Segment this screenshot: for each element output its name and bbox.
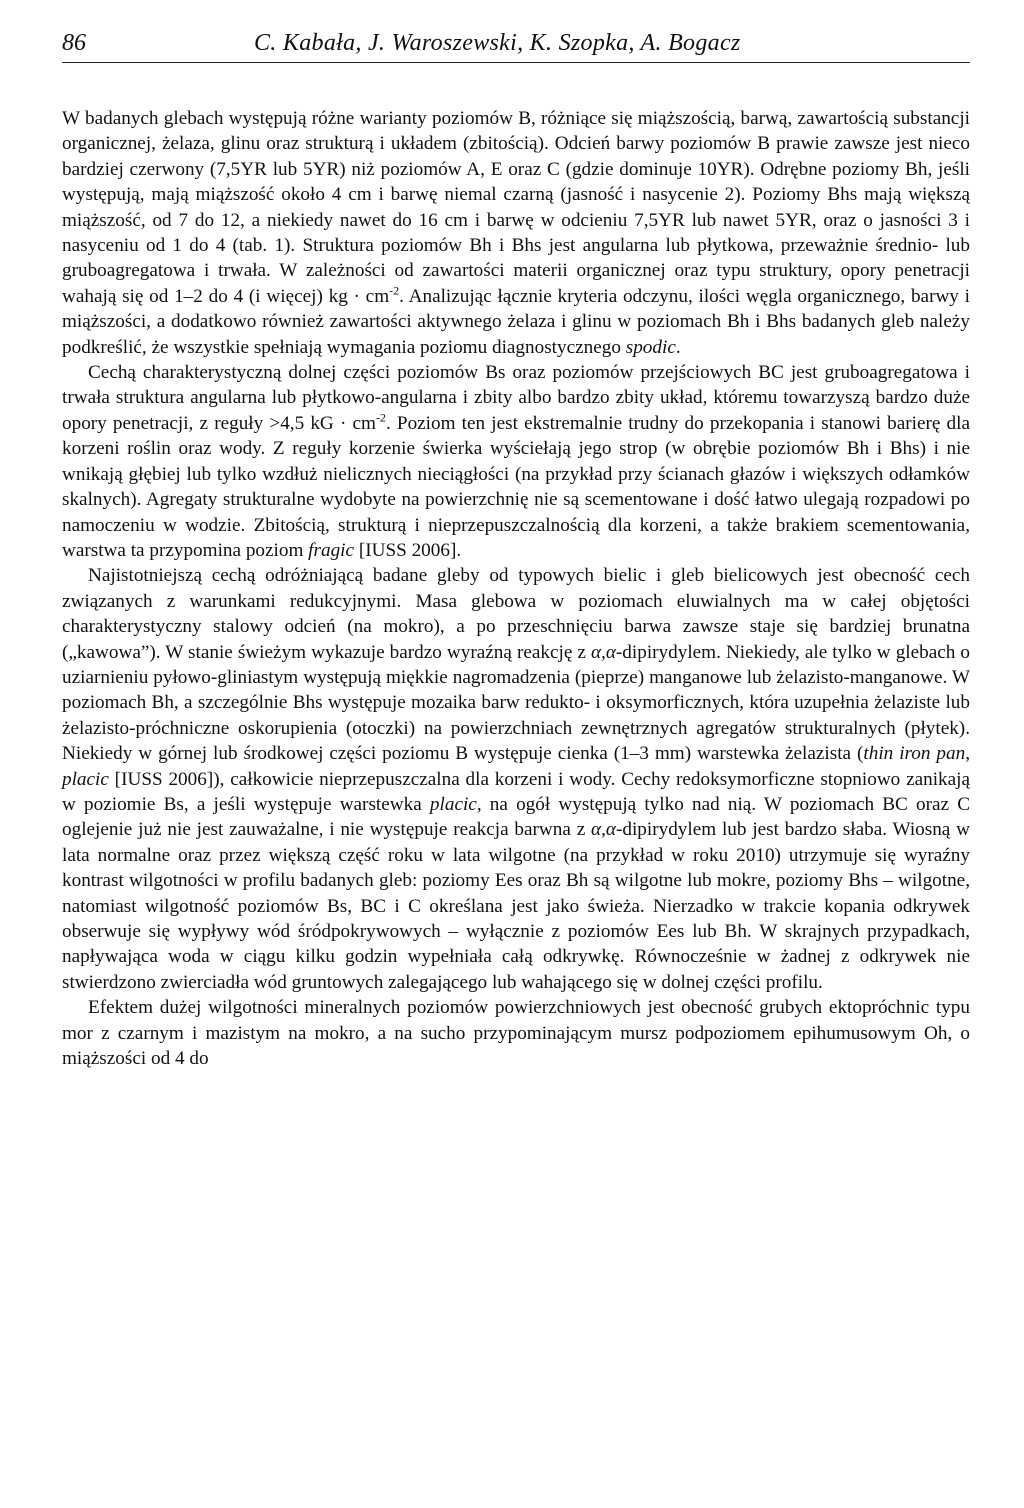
paragraph-1 [62,106,970,360]
paragraph-2-text-b: . Poziom ten jest ekstremalnie trudny do przekopania i stanowi barierę dla korzeni roślin oraz wody. Z reguły korzenie świerka wyściełają jego strop (w obrębie poziomów Bh i Bhs) i nie wnikają głębiej lub tylko wzdłuż nielicznych nieciągłości (na przykład przy ścianach głazów i większych odłamków skalnych). Agregaty strukturalne wydobyte na powierzchnię nie są scementowane i dość łatwo ulegają rozpadowi po namoczeniu w wodzie. Zbitością, strukturą i nieprzepuszczalnością dla korzeni, a także brakiem scementowania, warstwa ta przypomina poziom [62,412,970,561]
italic-term: placic [429,793,477,815]
italic-term: α,α [591,819,616,841]
superscript: -2 [389,283,400,298]
paragraph-1-text-c: . [675,336,681,358]
italic-term: spodic [625,336,676,358]
running-head-authors: C. Kabała, J. Waroszewski, K. Szopka, A. Bogacz [254,30,741,56]
paragraph-3-text-a: Najistotniejszą cechą odróżniającą badane gleby od typowych bielic i gleb bielicowych jest obecność cech związanych z warunkami redukcyjnymi. Masa glebowa w poziomach eluwialnych ma w całej objętości charakterystyczny stalowy odcień (na mokro), a po przeschnięciu barwa zawsze staje się bardziej brunatna („kawowa”). W stanie świeżym wykazuje bardzo wyraźną reakcję z [62,565,970,663]
page-number: 86 [62,30,86,56]
paragraph-1-text-b: . Analizując łącznie kryteria odczynu, ilości węgla organicznego, barwy i miąższości, a dodatkowo również zawartości aktywnego żelaza i glinu w poziomach Bh i Bhs badanych gleb należy podkreślić, że wszystkie spełniają wymagania poziomu diagnostycznego [62,285,970,358]
paragraph-3-text-e: -dipirydylem lub jest bardzo słaba. Wiosną w lata normalne oraz przez większą część roku w lata wilgotne (na przykład w roku 2010) utrzymuje się wyraźny kontrast wilgotności w profilu badanych gleb: poziomy Ees oraz Bh są wilgotne lub mokre, poziomy Bhs – wilgotne, natomiast wilgotność poziomów Bs, BC i C określana jest jako świeża. Nierzadko w trakcie kopania odkrywek obserwuje się wypływy wód śródpokrywowych – wyłącznie z poziomów Ees lub Bh. W skrajnych przypadkach, napływająca woda w ciągu kilku godzin wypełniała całą odkrywkę. Równocześnie w żadnej z odkrywek nie stwierdzono zwierciadła wód gruntowych zalegającego lub wahającego się w dolnej części profilu. [62,819,970,993]
italic-term: α,α [590,641,616,663]
paragraph-4 [62,995,970,1071]
paragraph-3-text-b: -dipirydylem. Niekiedy, ale tylko w glebach o uziarnieniu pyłowo-gliniastym występują miękkie nagromadzenia (pieprze) manganowe lub żelazisto-manganowe. W poziomach Bh, a szczególnie Bhs występuje mozaika barw redukto- i oksymorficznych, która uzupełnia żelaziste lub żelazisto-próchniczne oskorupienia (otoczki) na powierzchniach zewnętrznych agregatów strukturalnych (płytek). Niekiedy w górnej lub środkowej części poziomu B występuje cienka (1–3 mm) warstewka żelazista ( [62,641,970,765]
italic-term: fragic [308,539,355,561]
paragraph-2 [62,360,970,563]
paragraph-3-text-d: , na ogół występują tylko nad nią. W poziomach BC oraz C oglejenie już nie jest zauważalne, i nie występuje reakcja barwna z [62,793,970,841]
paragraph-4-text-a: Efektem dużej wilgotności mineralnych poziomów powierzchniowych jest obecność grubych ektopróchnic typu mor z czarnym i mazistym na mokro, a na sucho przypominającym mursz podpoziomem epihumusowym Oh, o miąższości od 4 do [62,997,970,1070]
superscript: -2 [375,410,386,425]
paragraph-1-text-a: W badanych glebach występują różne warianty poziomów B, różniące się miąższością, barwą, zawartością substancji organicznej, żelaza, glinu oraz strukturą i układem (zbitością). Odcień barwy poziomów B prawie zawsze jest nieco bardziej czerwony (7,5YR lub 5YR) niż poziomów A, E oraz C (gdzie dominuje 10YR). Odrębne poziomy Bh, jeśli występują, mają miąższość około 4 cm i barwę niemal czarną (jasność i nasycenie 2). Poziomy Bhs mają większą miąższość, od 7 do 12, a niekiedy nawet do 16 cm i barwę w odcieniu 7,5YR lub nawet 5YR, oraz o jasności 3 i nasyceniu od 1 do 4 (tab. 1). Struktura poziomów Bh i Bhs jest angularna lub płytkowa, przeważnie średnio- lub gruboagregatowa i trwała. W zależności od zawartości materii organicznej oraz typu struktury, opory penetracji wahają się od 1–2 do 4 (i więcej) kg · cm [62,108,970,307]
paragraph-2-text-c: [IUSS 2006]. [354,539,462,561]
page-header [62,24,970,63]
italic-term: thin iron pan, placic [62,743,970,790]
paragraph-3 [62,563,970,995]
body-text [62,106,970,1071]
paragraph-3-text-c: [IUSS 2006]), całkowicie nieprzepuszczalna dla korzeni i wody. Cechy redoksymorficzne stopniowo zanikają w poziomie Bs, a jeśli występuje warstewka [62,768,970,815]
paragraph-2-text-a: Cechą charakterystyczną dolnej części poziomów Bs oraz poziomów przejściowych BC jest gruboagregatowa i trwała struktura angularna lub płytkowo-angularna i zbity albo bardzo zbity układ, któremu towarzyszą bardzo duże opory penetracji, z reguły >4,5 kG · cm [62,362,970,434]
